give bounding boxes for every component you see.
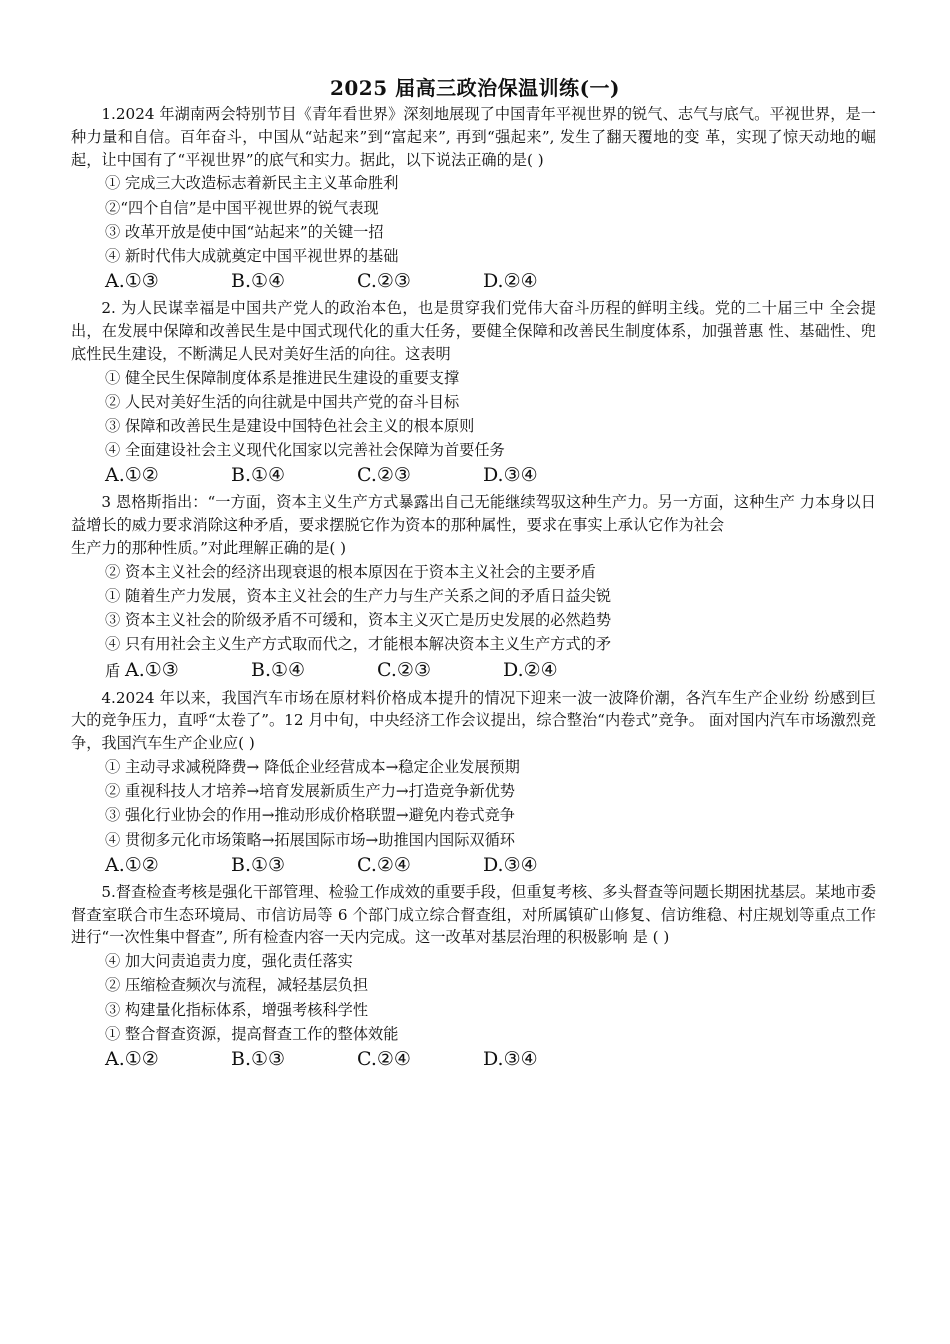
answer-choice-c: C.②③ [377, 658, 431, 681]
option-item: ④ 只有用社会主义生产方式取而代之，才能根本解决资本主义生产方式的矛 [105, 635, 612, 654]
answer-choice-b: B.①④ [231, 464, 286, 487]
answer-choice-c: C.②③ [357, 270, 411, 293]
answer-choices [105, 268, 876, 295]
answer-choices [105, 1046, 876, 1073]
question-list [71, 103, 876, 1075]
question-stem: 5.督查检查考核是强化干部管理、检验工作成效的重要手段，但重复考核、多头督查等问题长期困扰基层。某地市委督查室联合市生态环境局、市信访局等 6 个部门成立综合督查组，对所属镇矿山修复、信访维稳、村庄规划等重点工作进行“一次性集中督查”, 所有检查内容一天内完成。这一改革对基层治理的积极影响 是 ( ) [71, 882, 876, 947]
answer-choice-d: D.②④ [483, 270, 538, 293]
option-item: ② 压缩检查频次与流程，减轻基层负担 [105, 976, 369, 995]
answer-choices [105, 852, 876, 879]
question-2 [71, 297, 876, 489]
question-4 [71, 687, 876, 879]
option-tail: 盾 [105, 661, 121, 680]
answer-choice-a: A.①③ [105, 270, 159, 293]
answer-choices [105, 462, 876, 489]
answer-choice-b: B.①③ [231, 853, 286, 876]
answer-choice-c: C.②④ [357, 1048, 411, 1071]
answer-choices [125, 659, 558, 681]
answer-choice-d: D.②④ [503, 658, 558, 681]
answer-choice-d: D.③④ [483, 853, 538, 876]
question-1 [71, 103, 876, 295]
option-item: ① 健全民生保障制度体系是推进民生建设的重要支撑 [105, 368, 460, 387]
option-item: ③ 保障和改善民生是建设中国特色社会主义的根本原则 [105, 417, 475, 435]
option-item: ③ 构建量化指标体系，增强考核科学性 [105, 1000, 369, 1019]
option-item: ② 人民对美好生活的向往就是中国共产党的奋斗目标 [105, 392, 460, 411]
option-item: ②“四个自信”是中国平视世界的锐气表现 [105, 198, 379, 217]
answer-line [105, 657, 876, 685]
answer-choice-d: D.③④ [483, 464, 538, 487]
option-item: ④ 贯彻多元化市场策略→拓展国际市场→助推国内国际双循环 [105, 830, 515, 849]
option-item: ② 重视科技人才培养→培育发展新质生产力→打造竞争新优势 [105, 782, 515, 801]
question-5 [71, 881, 876, 1073]
answer-choice-a: A.①② [105, 1048, 159, 1071]
option-item: ④ 新时代伟大成就奠定中国平视世界的基础 [105, 247, 399, 265]
question-3 [71, 491, 876, 684]
page-title: 2025 届高三政治保温训练(一) [329, 76, 621, 100]
answer-choice-d: D.③④ [483, 1048, 538, 1071]
question-stem: 2. 为人民谋幸福是中国共产党人的政治本色，也是贯穿我们党伟大奋斗历程的鲜明主线。党的二十届三中 全会提出，在发展中保障和改善民生是中国式现代化的重大任务，要健全保障和改善民生制度体系，加强普惠 性、基础性、兜底性民生建设，不断满足人民对美好生活的向往。这表明 [71, 299, 876, 363]
answer-choice-a: A.①② [105, 853, 159, 876]
option-item: ③ 资本主义社会的阶级矛盾不可缓和，资本主义灭亡是历史发展的必然趋势 [105, 611, 612, 630]
option-item: ③ 强化行业协会的作用→推动形成价格联盟→避免内卷式竞争 [105, 806, 515, 825]
question-stem: 3 恩格斯指出：“一方面，资本主义生产方式暴露出自己无能继续驾驭这种生产力。另一方面，这种生产 力本身以日益增长的威力要求消除这种矛盾，要求摆脱它作为资本的那种属性，要求在事实上承认它作为社会 [71, 493, 876, 535]
answer-choice-b: B.①④ [231, 270, 286, 293]
option-item: ③ 改革开放是使中国“站起来”的关键一招 [105, 222, 384, 241]
question-stem-continued: 生产力的那种性质。”对此理解正确的是( ) [71, 539, 347, 557]
question-stem: 1.2024 年湖南两会特别节目《青年看世界》深刻地展现了中国青年平视世界的锐气、志气与底气。平视世界，是一种力量和自信。百年奋斗，中国从“站起来”到“富起来”, 再到“强起来”, 发生了翻天覆地的变 革，实现了惊天动地的崛起，让中国有了“平视世界”的底气和实力。据此，以下说法正确的是( ) [71, 105, 876, 169]
answer-choice-a: A.①③ [125, 658, 179, 681]
answer-choice-c: C.②④ [357, 853, 411, 876]
option-item: ① 随着生产力发展，资本主义社会的生产力与生产关系之间的矛盾日益尖锐 [105, 587, 612, 605]
option-item: ① 完成三大改造标志着新民主主义革命胜利 [105, 174, 399, 193]
question-stem: 4.2024 年以来，我国汽车市场在原材料价格成本提升的情况下迎来一波一波降价潮，各汽车生产企业纷 纷感到巨大的竞争压力，直呼“太卷了”。12 月中旬，中央经济工作会议提出，综合整治“内卷式”竞争。 面对国内汽车市场激烈竞争，我国汽车生产企业应( ) [71, 688, 876, 753]
answer-choice-a: A.①② [105, 464, 159, 487]
option-item: ④ 全面建设社会主义现代化国家以完善社会保障为首要任务 [105, 441, 505, 460]
answer-choice-c: C.②③ [357, 464, 411, 487]
answer-choice-b: B.①③ [231, 1048, 286, 1071]
option-item: ① 整合督查资源，提高督查工作的整体效能 [105, 1024, 399, 1043]
answer-choice-b: B.①④ [251, 658, 306, 681]
option-item: ① 主动寻求减税降费→ 降低企业经营成本→稳定企业发展预期 [105, 758, 520, 776]
option-item: ④ 加大问责追责力度，强化责任落实 [105, 952, 353, 971]
option-item: ② 资本主义社会的经济出现衰退的根本原因在于资本主义社会的主要矛盾 [105, 562, 596, 581]
